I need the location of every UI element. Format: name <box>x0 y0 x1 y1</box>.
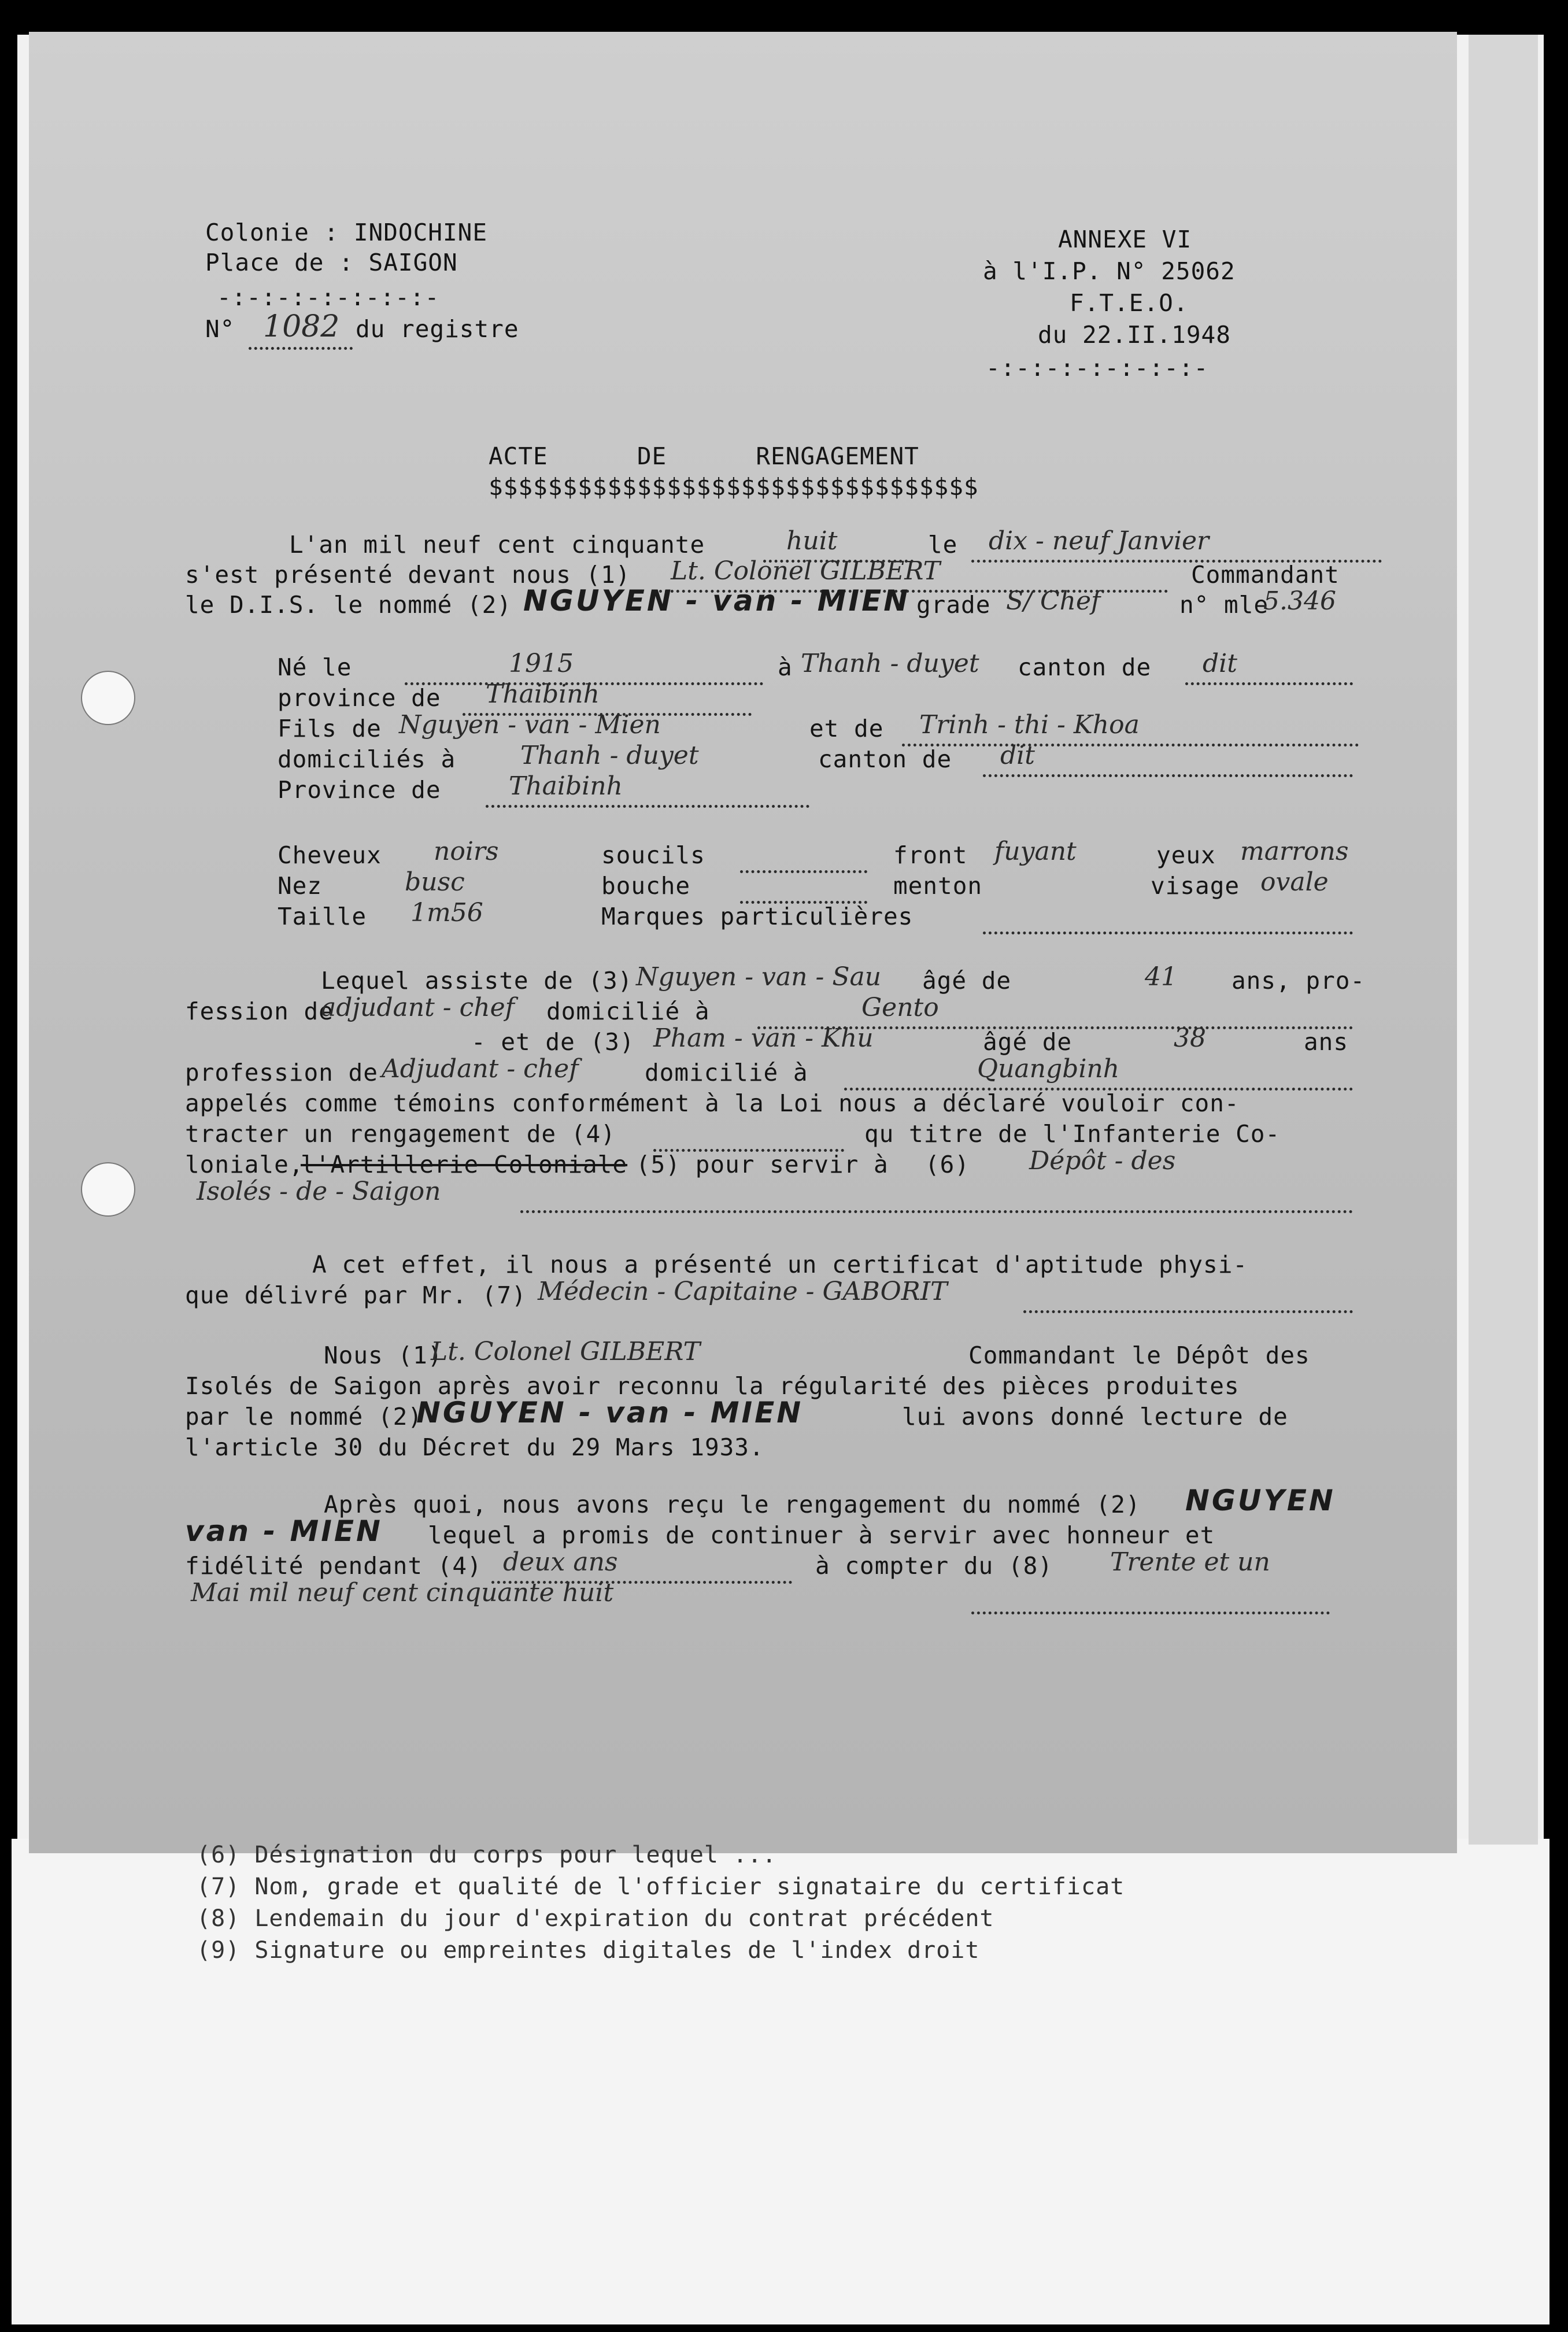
temoins-line7: loniale, <box>185 1151 304 1178</box>
visage-label: visage <box>1151 872 1240 900</box>
year-handwritten: huit <box>786 526 838 556</box>
nez-handwritten: busc <box>405 867 465 897</box>
witness1-domicile-handwritten: Gento <box>861 993 939 1022</box>
temoins-line1: Lequel assiste de (3) <box>321 967 633 995</box>
registre-prefix: N° <box>205 315 235 343</box>
witness2-profession-handwritten: Adjudant - chef <box>382 1054 579 1084</box>
witness2-domicile-label: domicilié à <box>645 1059 808 1086</box>
officer-handwritten-2: Lt. Colonel GILBERT <box>431 1337 700 1366</box>
engagement-line1: Après quoi, nous avons reçu le rengagement du nommé (2) <box>324 1491 1141 1518</box>
temoins-line4: profession de <box>185 1059 378 1086</box>
intro-grade-label: grade <box>916 591 991 619</box>
marques-label: Marques particulières <box>601 903 914 930</box>
intro-commandant: Commandant <box>1191 561 1340 589</box>
temoins-line3: - et de (3) <box>471 1028 635 1056</box>
witness2-name-handwritten: Pham - van - Khu <box>653 1023 874 1053</box>
annexe-title: ANNEXE VI <box>1058 226 1192 253</box>
punch-hole-bottom <box>81 1162 135 1217</box>
mother-handwritten: Trinh - thi - Khoa <box>919 710 1140 740</box>
birth-place-handwritten: Thanh - duyet <box>801 649 979 678</box>
ne-le-label: Né le <box>278 653 352 681</box>
fill-dots <box>1023 1310 1353 1313</box>
fill-dots <box>520 1210 1353 1213</box>
province-label: province de <box>278 684 441 712</box>
province-handwritten: Thaibinh <box>486 679 600 709</box>
witness2-age-label: âgé de <box>983 1028 1073 1056</box>
cheveux-label: Cheveux <box>278 841 382 869</box>
domicile-handwritten: Thanh - duyet <box>520 741 699 770</box>
title-underline: $$$$$$$$$$$$$$$$$$$$$$$$$$$$$$$$$ <box>489 473 979 501</box>
father-handwritten: Nguyen - van - Mien <box>399 710 661 740</box>
annexe-date: du 22.II.1948 <box>1038 321 1231 349</box>
sheet-edge <box>1469 35 1538 1845</box>
yeux-handwritten: marrons <box>1240 837 1349 866</box>
footnote-8: (8) Lendemain du jour d'expiration du contrat précédent <box>197 1905 994 1932</box>
registre-dots <box>249 347 353 350</box>
document-title: ACTE DE RENGAGEMENT <box>489 442 919 470</box>
soldier-name-stamp-3a: NGUYEN <box>1185 1484 1336 1517</box>
fill-dots <box>486 805 809 808</box>
lecture-line2: Isolés de Saigon après avoir reconnu la régularité des pièces produites <box>185 1372 1240 1400</box>
witness1-name-handwritten: Nguyen - van - Sau <box>636 962 882 992</box>
temoins-line7b: (5) pour servir à <box>636 1151 889 1178</box>
witness2-age-handwritten: 38 <box>1174 1023 1206 1053</box>
menton-label: menton <box>893 872 983 900</box>
certificat-line1: A cet effet, il nous a présenté un certificat d'aptitude physi- <box>312 1251 1248 1278</box>
annexe-fteo: F.T.E.O. <box>1070 289 1189 317</box>
engagement-line3b: à compter du (8) <box>815 1552 1053 1580</box>
temoins-line6b: qu titre de l'Infanterie Co- <box>864 1120 1281 1148</box>
bouche-label: bouche <box>601 872 691 900</box>
punch-hole-top <box>81 671 135 725</box>
mle-handwritten: 5.346 <box>1263 586 1336 616</box>
service-handwritten-2: Isolés - de - Saigon <box>197 1177 441 1206</box>
temoins-ans-pro: ans, pro- <box>1232 967 1366 995</box>
start-date-handwritten-2: Mai mil neuf cent cinquante huit <box>191 1578 614 1607</box>
lecture-line3b: lui avons donné lecture de <box>902 1403 1288 1431</box>
soucils-label: soucils <box>601 841 705 869</box>
province2-handwritten: Thaibinh <box>509 771 623 801</box>
start-date-handwritten-1: Trente et un <box>1110 1547 1270 1577</box>
front-label: front <box>893 841 968 869</box>
lecture-line1: Nous (1) <box>324 1341 443 1369</box>
fill-dots <box>983 932 1353 934</box>
witness1-domicile-label: domicilié à <box>546 997 710 1025</box>
domicilies-label: domiciliés à <box>278 745 456 773</box>
engagement-line2: lequel a promis de continuer à servir avec honneur et <box>428 1521 1215 1549</box>
colonie-line: Colonie : INDOCHINE <box>205 219 487 246</box>
certificat-line2: que délivré par Mr. (7) <box>185 1281 527 1309</box>
temoins-line7c: (6) <box>925 1151 970 1178</box>
intro-text-3: le D.I.S. le nommé (2) <box>185 591 512 619</box>
canton2-handwritten: dit <box>1000 741 1035 770</box>
grade-handwritten: S/ Chef <box>1006 586 1101 616</box>
intro-text-le: le <box>928 531 958 559</box>
taille-label: Taille <box>278 903 367 930</box>
mother-label: et de <box>809 715 884 742</box>
province2-label: Province de <box>278 776 441 804</box>
day-handwritten: dix - neuf Janvier <box>989 526 1210 556</box>
intro-text-2: s'est présenté devant nous (1) <box>185 561 631 589</box>
temoins-line6: tracter un rengagement de (4) <box>185 1120 616 1148</box>
footnote-7: (7) Nom, grade et qualité de l'officier signataire du certificat <box>197 1873 1125 1900</box>
witness2-domicile-handwritten: Quangbinh <box>977 1054 1120 1084</box>
header-right-separator: -:-:-:-:-:-:-:- <box>986 354 1209 382</box>
footnote-9: (9) Signature ou empreintes digitales de l'index droit <box>197 1937 980 1964</box>
fill-dots <box>740 870 867 873</box>
doctor-handwritten: Médecin - Capitaine - GABORIT <box>538 1277 948 1306</box>
soldier-name-stamp-2: NGUYEN - van - MIEN <box>416 1396 804 1429</box>
temoins-line5: appelés comme témoins conformément à la Loi nous a déclaré vouloir con- <box>185 1089 1240 1117</box>
fils-label: Fils de <box>278 715 382 742</box>
birth-place-label: à <box>778 653 793 681</box>
struck-artillerie: l'Artillerie Coloniale <box>301 1151 628 1178</box>
witness2-ans: ans <box>1304 1028 1349 1056</box>
fill-dots <box>983 774 1353 777</box>
birth-year-handwritten: 1915 <box>509 649 574 678</box>
witness1-profession-handwritten: adjudant - chef <box>321 993 515 1022</box>
service-handwritten-1: Dépôt - des <box>1029 1146 1176 1176</box>
fill-dots <box>971 1612 1330 1614</box>
intro-text-1: L'an mil neuf cent cinquante <box>289 531 705 559</box>
fill-dots <box>902 744 1359 746</box>
witness1-age-handwritten: 41 <box>1145 962 1177 992</box>
canton-handwritten: dit <box>1203 649 1237 678</box>
registre-suffix: du registre <box>356 315 519 343</box>
header-left-separator: -:-:-:-:-:-:-:- <box>217 283 440 311</box>
intro-mle-label: n° mle <box>1179 591 1269 619</box>
front-handwritten: fuyant <box>994 837 1077 866</box>
canton-label: canton de <box>1018 653 1152 681</box>
place-line: Place de : SAIGON <box>205 249 458 276</box>
canton2-label: canton de <box>818 745 952 773</box>
soldier-name-stamp-3b: van - MIEN <box>185 1514 383 1548</box>
fill-dots <box>1185 682 1353 685</box>
soldier-name-stamp: NGUYEN - van - MIEN <box>523 584 911 618</box>
officer-handwritten: Lt. Colonel GILBERT <box>671 556 940 586</box>
cheveux-handwritten: noirs <box>434 837 499 866</box>
temoins-line2: fession de <box>185 997 334 1025</box>
annexe-ip: à l'I.P. N° 25062 <box>983 257 1236 285</box>
registre-number: 1082 <box>263 309 340 344</box>
yeux-label: yeux <box>1156 841 1216 869</box>
taille-handwritten: 1m56 <box>411 898 483 927</box>
witness1-age-label: âgé de <box>922 967 1012 995</box>
engagement-line3: fidélité pendant (4) <box>185 1552 482 1580</box>
lecture-line4: l'article 30 du Décret du 29 Mars 1933. <box>185 1433 764 1461</box>
visage-handwritten: ovale <box>1260 867 1329 897</box>
nez-label: Nez <box>278 872 323 900</box>
footnote-6: (6) Désignation du corps pour lequel ... <box>197 1842 777 1868</box>
duration-handwritten: deux ans <box>503 1547 618 1577</box>
lecture-line1b: Commandant le Dépôt des <box>968 1341 1310 1369</box>
lecture-line3: par le nommé (2) <box>185 1403 423 1431</box>
